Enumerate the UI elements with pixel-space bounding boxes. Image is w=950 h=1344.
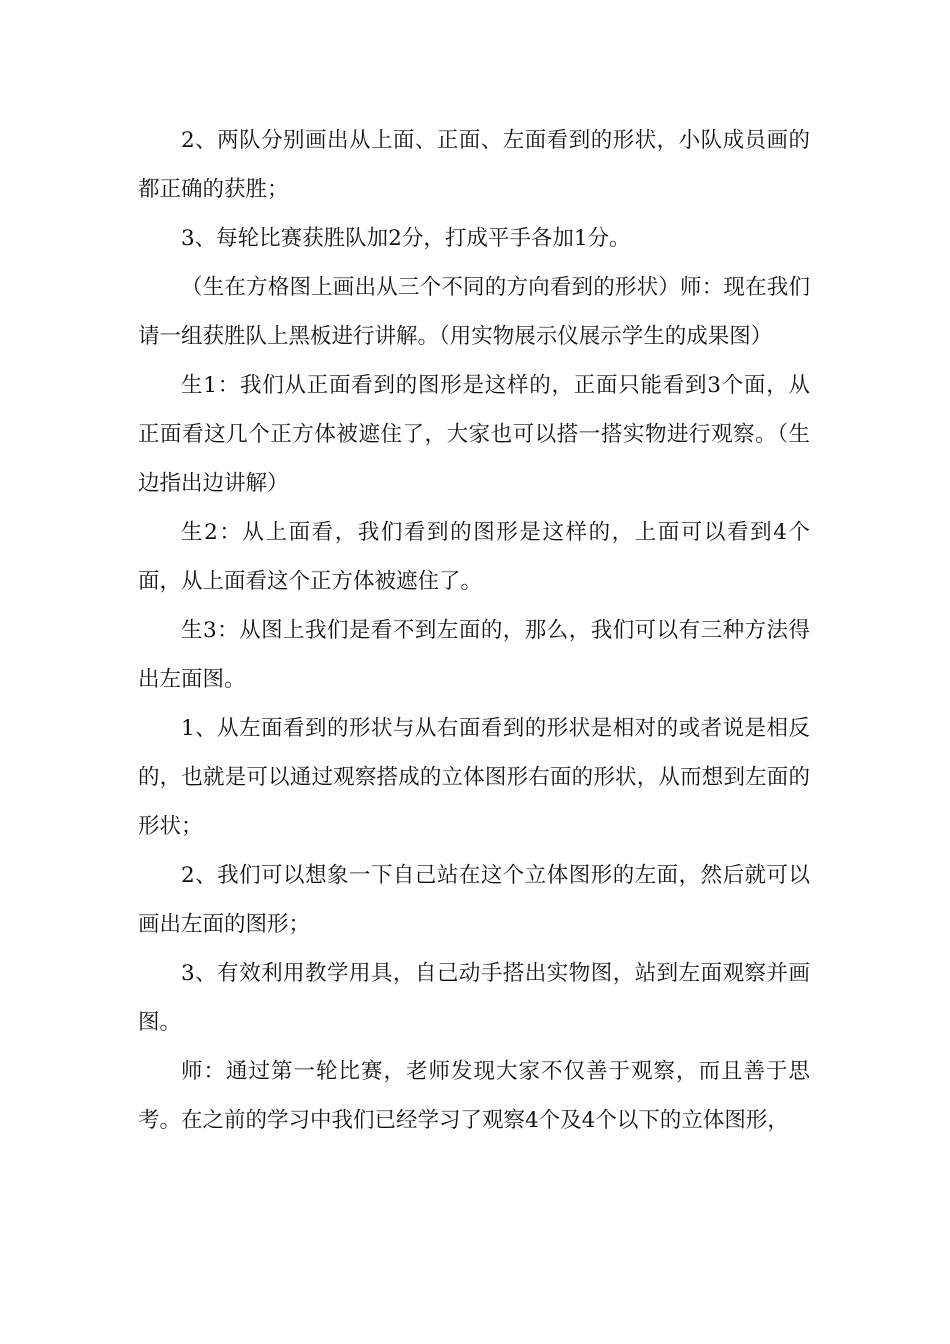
paragraph-teacher-summary: 师：通过第一轮比赛，老师发现大家不仅善于观察，而且善于思考。在之前的学习中我们已经学习了观察4个及4个以下的立体图形， [138, 1059, 810, 1133]
paragraph-student-1: 生1：我们从正面看到的图形是这样的，正面只能看到3个面，从正面看这几个正方体被遮住了，大家也可以搭一搭实物进行观察。（生边指出边讲解） [138, 373, 810, 496]
paragraph-student-2: 生2：从上面看，我们看到的图形是这样的，上面可以看到4个面，从上面看这个正方体被遮住了。 [138, 520, 810, 594]
paragraph-rule-3: 3、每轮比赛获胜队加2分，打成平手各加1分。 [181, 226, 631, 251]
paragraph-rule-2: 2、两队分别画出从上面、正面、左面看到的形状，小队成员画的都正确的获胜； [138, 128, 810, 202]
paragraph-teacher-intro: （生在方格图上画出从三个不同的方向看到的形状）师：现在我们请一组获胜队上黑板进行讲解。（用实物展示仪展示学生的成果图） [138, 275, 810, 349]
paragraph-method-3: 3、有效利用教学用具，自己动手搭出实物图，站到左面观察并画图。 [138, 961, 810, 1035]
paragraph-student-3: 生3：从图上我们是看不到左面的，那么，我们可以有三种方法得出左面图。 [138, 618, 810, 692]
document-body [138, 116, 810, 1145]
paragraph-method-1: 1、从左面看到的形状与从右面看到的形状是相对的或者说是相反的，也就是可以通过观察搭成的立体图形右面的形状，从而想到左面的形状； [138, 716, 810, 839]
paragraph-method-2: 2、我们可以想象一下自己站在这个立体图形的左面，然后就可以画出左面的图形； [138, 863, 810, 937]
